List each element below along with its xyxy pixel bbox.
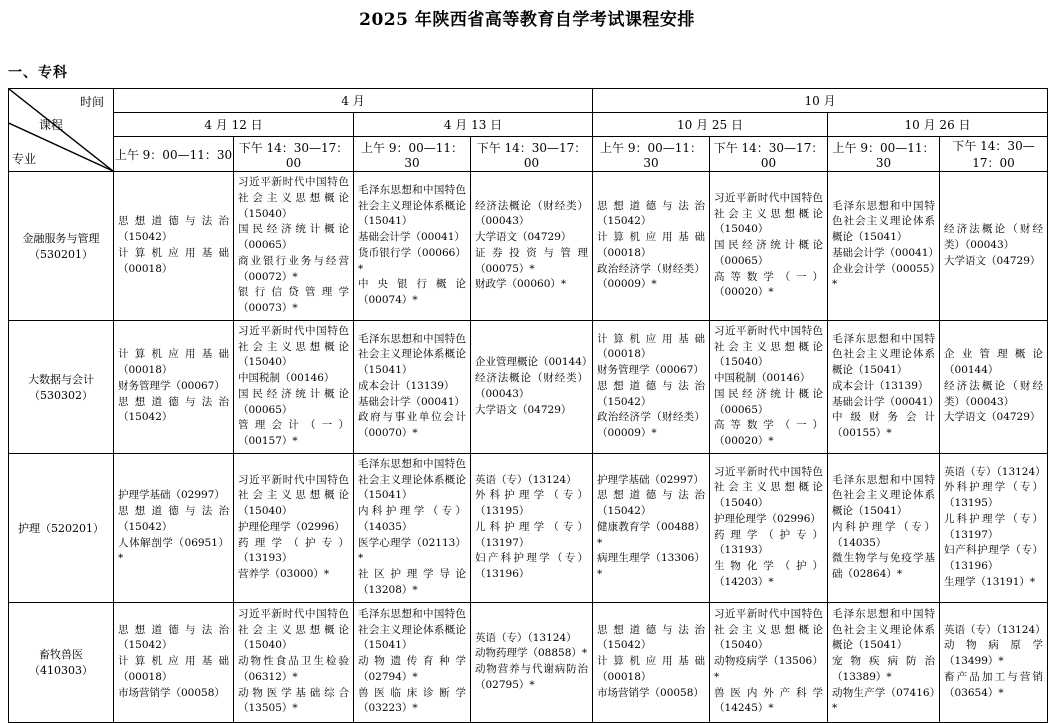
course-item: 动物医学基础综合（13505）* [238,686,349,715]
schedule-cell [710,602,828,722]
course-item: 货币银行学（00066）* [358,246,466,275]
course-item: 商业银行业务与经营（00072）* [238,254,349,283]
course-item: 银行信贷管理学（00073）* [238,286,349,314]
page-title: 2025 年陕西省高等教育自学考试课程安排 [359,10,695,30]
major-cell: 护理（520201） [9,453,114,602]
major-row [9,453,1048,602]
course-item: 习近平新时代中国特色社会主义思想概论（15040） [714,191,824,236]
schedule-cell [828,453,940,602]
course-item: 经济法概论（财经类）（00043） [944,223,1044,251]
course-item: 计算机应用基础（00018） [118,246,229,275]
course-item: 毛泽东思想和中国特色社会主义理论体系概论（15041） [358,457,466,502]
schedule-cell [710,172,828,321]
schedule-cell [114,453,234,602]
schedule-body [9,172,1048,723]
schedule-cell [593,602,710,722]
course-item: 国民经济统计概论（00065） [238,387,349,416]
corner-label-time: 时间 [79,95,104,109]
major-row [9,602,1048,722]
course-item: 基础会计学（00041） [358,231,465,244]
section-heading: 一、专科 [8,65,68,81]
course-item: 政府与事业单位会计（00070）* [358,411,466,440]
course-item: 营养学（03000）* [238,568,330,580]
course-item: 证券投资与管理（00075）* [475,246,589,275]
course-item: 习近平新时代中国特色社会主义思想概论（15040） [238,607,349,652]
course-item: 市场营销学（00058） [118,686,225,699]
course-item: 企业管理概论（00144） [475,356,593,369]
schedule-cell [828,172,940,321]
corner-label-course: 课程 [39,118,64,132]
course-item: 儿科护理学（专）（13197） [944,512,1044,541]
course-item: 思想道德与法治（15042） [597,623,706,652]
schedule-cell [114,602,234,722]
course-item: 英语（专）（13124） [475,631,577,644]
course-item: 儿科护理学（专）（13197） [475,520,589,549]
course-item: 政治经济学（财经类）（00009）* [597,262,706,291]
schedule-cell [710,320,828,453]
course-item: 高等数学（一）（00020）* [714,419,824,447]
course-item: 国民经济统计概论（00065） [714,387,824,416]
course-item: 习近平新时代中国特色社会主义思想概论（15040） [714,607,824,652]
course-item: 动物疫病学（13506）* [714,655,824,683]
course-item: 动物营养与代谢病防治（02795）* [475,663,589,691]
course-item: 思想道德与法治（15042） [118,505,229,533]
month-header-october: 10 月 [593,89,1048,113]
course-item: 高等数学（一）（00020）* [714,270,824,299]
session-header-apr13-pm: 下午 14：30—17：00 [471,137,593,172]
schedule-cell [234,320,354,453]
course-item: 企业会计学（00055）* [832,262,936,291]
course-item: 人体解剖学（06951）* [118,536,229,565]
schedule-cell [354,453,471,602]
course-item: 习近平新时代中国特色社会主义思想概论（15040） [238,324,349,369]
course-item: 病理生理学（13306）* [597,552,706,580]
course-item: 国民经济统计概论（00065） [238,223,349,251]
course-item: 兽医临床诊断学（03223）* [358,686,466,715]
schedule-cell [940,602,1048,722]
course-item: 经济法概论（财经类）（00043） [944,379,1044,408]
course-item: 毛泽东思想和中国特色社会主义理论体系概论（15041） [358,183,466,228]
schedule-cell [471,453,593,602]
schedule-cell [593,320,710,453]
course-item: 成本会计（13139） [358,379,455,392]
schedule-cell [234,453,354,602]
course-item: 药理学（护专）（13193） [238,536,349,565]
course-item: 英语（专）（13124） [944,465,1046,478]
course-item: 企业管理概论（00144） [944,348,1044,377]
course-item: 中央银行概论（00074）* [358,278,466,307]
schedule-cell [593,453,710,602]
course-item: 习近平新时代中国特色社会主义思想概论（15040） [238,176,349,220]
course-item: 计算机应用基础（00018） [118,655,229,683]
course-item: 基础会计学（00041） [832,395,939,408]
course-item: 英语（专）（13124） [475,473,577,486]
course-item: 动物生产学（07416）* [832,686,936,715]
course-item: 市场营销学（00058） [597,686,704,699]
course-item: 动物遗传育种学（02794）* [358,655,466,683]
schedule-cell [471,172,593,321]
session-header-oct26-pm: 下午 14：30—17：00 [940,137,1048,172]
course-item: 毛泽东思想和中国特色社会主义理论体系概论（15041） [832,607,936,652]
course-item: 习近平新时代中国特色社会主义思想概论（15040） [714,465,824,510]
course-item: 护理学基础（02997） [118,489,225,502]
course-item: 动物病原学（13499）* [944,639,1044,668]
session-header-oct26-am: 上午 9：00—11：30 [828,137,940,172]
course-item: 生物化学（护）（14203）* [714,560,824,588]
course-item: 药理学（护专）（13193） [714,528,824,557]
schedule-cell [593,172,710,321]
course-item: 医学心理学（02113）* [358,536,466,565]
course-item: 大学语文（04729） [475,231,572,244]
course-item: 管理会计（一）（00157）* [238,419,349,447]
course-item: 计算机应用基础（00018） [597,231,706,259]
course-item: 大学语文（04729） [944,254,1041,267]
day-header-apr-12: 4 月 12 日 [114,113,354,137]
course-item: 宠物疾病防治（13389）* [832,655,936,683]
course-item: 计算机应用基础（00018） [118,348,229,377]
schedule-cell [828,320,940,453]
course-item: 财政学（00060）* [475,278,567,291]
course-item: 经济法概论（财经类）（00043） [475,372,589,400]
schedule-cell [234,602,354,722]
session-header-apr12-pm: 下午 14：30—17：00 [234,137,354,172]
course-item: 妇产科护理学（专）（13196） [475,552,589,580]
course-item: 毛泽东思想和中国特色社会主义理论体系概论（15041） [832,332,936,377]
course-item: 畜产品加工与营销（03654）* [944,670,1044,699]
session-header-apr12-am: 上午 9：00—11：30 [114,137,234,172]
course-item: 护理伦理学（02996） [714,512,821,525]
schedule-cell [940,453,1048,602]
month-header-row [9,89,1048,113]
session-header-oct25-pm: 下午 14：30—17：00 [710,137,828,172]
major-cell: 金融服务与管理（530201） [9,172,114,321]
schedule-cell [940,172,1048,321]
day-header-oct-25: 10 月 25 日 [593,113,828,137]
course-item: 思想道德与法治（15042） [118,395,229,424]
course-item: 外科护理学（专）（13195） [475,489,589,517]
course-item: 动物药理学（08858）* [475,647,588,660]
major-cell: 大数据与会计（530302） [9,320,114,453]
course-item: 思想道德与法治（15042） [597,199,706,228]
course-item: 大学语文（04729） [475,403,572,416]
corner-header-cell [9,89,114,172]
schedule-cell [354,602,471,722]
course-item: 国民经济统计概论（00065） [714,239,824,267]
course-item: 大学语文（04729） [944,411,1041,424]
course-item: 兽医内外产科学（14245）* [714,686,824,715]
major-row [9,320,1048,453]
day-header-oct-26: 10 月 26 日 [828,113,1048,137]
course-item: 思想道德与法治（15042） [597,489,706,517]
schedule-cell [354,172,471,321]
course-item: 动物性食品卫生检验（06312）* [238,655,349,683]
schedule-cell [828,602,940,722]
course-item: 习近平新时代中国特色社会主义思想概论（15040） [238,473,349,517]
course-item: 中国税制（00146） [714,372,811,384]
course-item: 内科护理学（专）（14035） [832,520,936,549]
course-item: 内科护理学（专）（14035） [358,505,466,533]
major-cell: 畜牧兽医（410303） [9,602,114,722]
schedule-cell [710,453,828,602]
course-item: 财务管理学（00067） [597,364,704,377]
course-item: 思想道德与法治（15042） [118,215,229,244]
course-item: 毛泽东思想和中国特色社会主义理论体系概论（15041） [832,199,936,244]
course-item: 外科护理学（专）（13195） [944,481,1044,510]
course-item: 社区护理学导论（13208）* [358,568,466,596]
schedule-cell [940,320,1048,453]
schedule-cell [471,602,593,722]
session-header-oct25-am: 上午 9：00—11：30 [593,137,710,172]
course-item: 护理学基础（02997） [597,473,704,486]
corner-label-major: 专业 [12,152,37,166]
schedule-cell [471,320,593,453]
course-item: 健康教育学（00488）* [597,520,706,549]
course-item: 基础会计学（00041） [832,246,939,259]
course-item: 政治经济学（财经类）（00009）* [597,411,706,440]
major-row [9,172,1048,321]
course-item: 妇产科护理学（专）（13196） [944,544,1044,573]
schedule-cell [114,172,234,321]
day-header-apr-13: 4 月 13 日 [354,113,593,137]
course-item: 微生物学与免疫学基础（02864）* [832,552,936,580]
course-item: 计算机应用基础（00018） [597,655,706,683]
course-item: 中国税制（00146） [238,372,335,384]
day-header-row [9,113,1048,137]
course-item: 基础会计学（00041） [358,395,465,408]
course-item: 思想道德与法治（15042） [597,379,706,408]
schedule-cell [234,172,354,321]
schedule-cell [114,320,234,453]
session-header-row [9,137,1048,172]
course-item: 财务管理学（00067） [118,379,225,392]
course-item: 中级财务会计（00155）* [832,411,936,440]
course-item: 生理学（13191）* [944,575,1036,588]
course-item: 毛泽东思想和中国特色社会主义理论体系概论（15041） [358,332,466,377]
exam-schedule-table [8,88,1048,723]
course-item: 计算机应用基础（00018） [597,332,706,361]
course-item: 护理伦理学（02996） [238,520,345,533]
course-item: 成本会计（13139） [832,379,929,392]
session-header-apr13-am: 上午 9：00—11：30 [354,137,471,172]
schedule-cell [354,320,471,453]
course-item: 习近平新时代中国特色社会主义思想概论（15040） [714,324,824,369]
course-item: 毛泽东思想和中国特色社会主义理论体系概论（15041） [832,473,936,517]
month-header-april: 4 月 [114,89,593,113]
course-item: 经济法概论（财经类）（00043） [475,199,589,228]
course-item: 思想道德与法治（15042） [118,623,229,652]
course-item: 毛泽东思想和中国特色社会主义理论体系概论（15041） [358,607,466,652]
course-item: 英语（专）（13124） [944,623,1046,636]
